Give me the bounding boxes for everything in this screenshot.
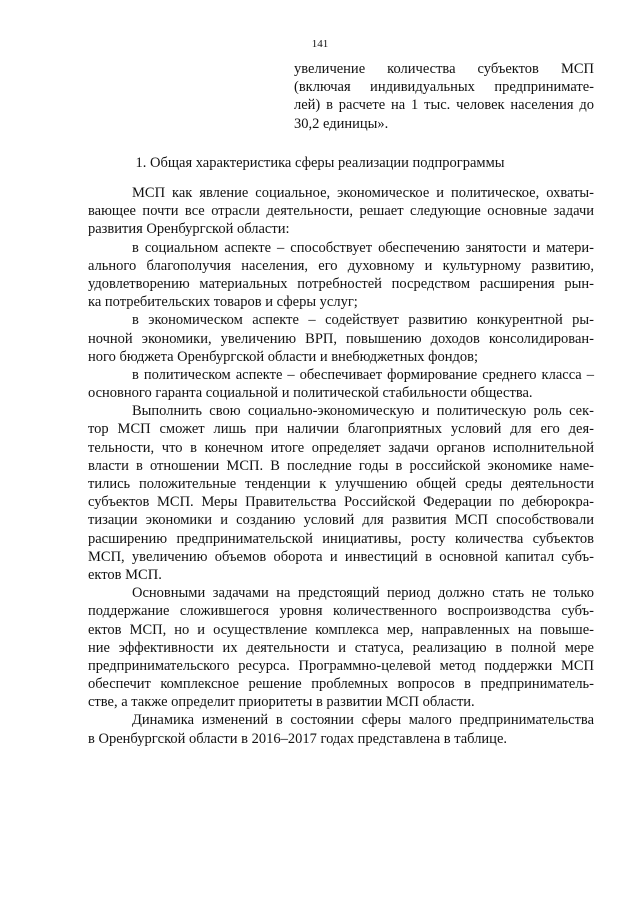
text-line: поддержание сложившегося уровня количественного воспроизводства субъ- <box>88 603 594 620</box>
text-line: тились положительные тенденции к улучшению общей среды деятельности <box>88 476 594 492</box>
text-line: МСП, увеличению объемов оборота и инвестиций в основной капитал субъ- <box>88 548 594 565</box>
text-line: Динамика изменений в состоянии сферы малого предпринимательства <box>132 712 594 729</box>
text-line: Выполнить свою социально-экономическую и политическую роль сек- <box>132 403 594 420</box>
text-line: ка потребительских товаров и сферы услуг; <box>88 294 358 311</box>
text-line: ние эффективности их деятельности и статуса, реализацию в полной мере <box>88 639 594 656</box>
text-line: Основными задачами на предстоящий период должно стать не только <box>132 585 594 602</box>
body-text <box>88 184 594 748</box>
text-line: стве, а также определит приоритеты в развитии МСП области. <box>88 694 475 711</box>
text-line: развития Оренбургской области: <box>88 221 290 238</box>
text-line: увеличение количества субъектов МСП <box>294 61 594 77</box>
text-line: (включая индивидуальных предпринимате- <box>294 79 594 96</box>
page-number: 141 <box>311 38 329 50</box>
section-heading: 1. Общая характеристика сферы реализации подпрограммы <box>135 155 505 171</box>
text-line: лей) в расчете на 1 тыс. человек населения до <box>294 97 594 114</box>
text-line: тизации экономики и созданию условий для развития МСП способствовали <box>88 512 594 529</box>
text-line: власти в отношении МСП. В последние годы в российской экономике наме- <box>88 457 594 474</box>
text-line: ночной экономики, увеличению ВРП, повышению доходов консолидирован- <box>88 330 594 347</box>
text-line: субъектов МСП. Меры Правительства Российской Федерации по дебюрокра- <box>88 494 594 511</box>
text-line: основного гаранта социальной и политической стабильности общества. <box>88 385 533 402</box>
text-line: в политическом аспекте – обеспечивает формирование среднего класса – <box>132 366 594 383</box>
text-line: ектов МСП, но и осуществление комплекса мер, направленных на повыше- <box>88 621 594 638</box>
text-line: ального благополучия населения, его духовному и культурному развитию, <box>88 257 594 274</box>
text-line: тор МСП сможет лишь при наличии благоприятных условий для его дея- <box>88 421 594 438</box>
text-line: в социальном аспекте – способствует обеспечению занятости и матери- <box>132 239 594 256</box>
text-line: удовлетворению материальных потребностей посредством расширения рын- <box>88 275 594 292</box>
text-line: тельности, что в конечном итоге определяет задачи органов исполнительной <box>88 439 594 456</box>
text-line: обеспечит комплексное решение проблемных вопросов в предприниматель- <box>88 676 594 693</box>
text-line: вающее почти все отрасли деятельности, решает следующие основные задачи <box>88 203 594 220</box>
text-line: в Оренбургской области в 2016–2017 годах представлена в таблице. <box>88 730 508 747</box>
text-line: МСП как явление социальное, экономическое и политическое, охваты- <box>132 185 594 201</box>
text-line: предпринимательского ресурса. Программно-целевой метод поддержки МСП <box>88 657 594 674</box>
quoted-text-fragment <box>294 60 594 133</box>
text-line: расширению предпринимательской инициативы, росту количества субъектов <box>88 530 594 547</box>
text-line: ного бюджета Оренбургской области и внебюджетных фондов; <box>88 348 478 365</box>
text-line: в экономическом аспекте – содействует развитию конкурентной ры- <box>132 312 594 329</box>
text-line: ектов МСП. <box>88 566 162 583</box>
text-line: 30,2 единицы». <box>294 115 389 132</box>
